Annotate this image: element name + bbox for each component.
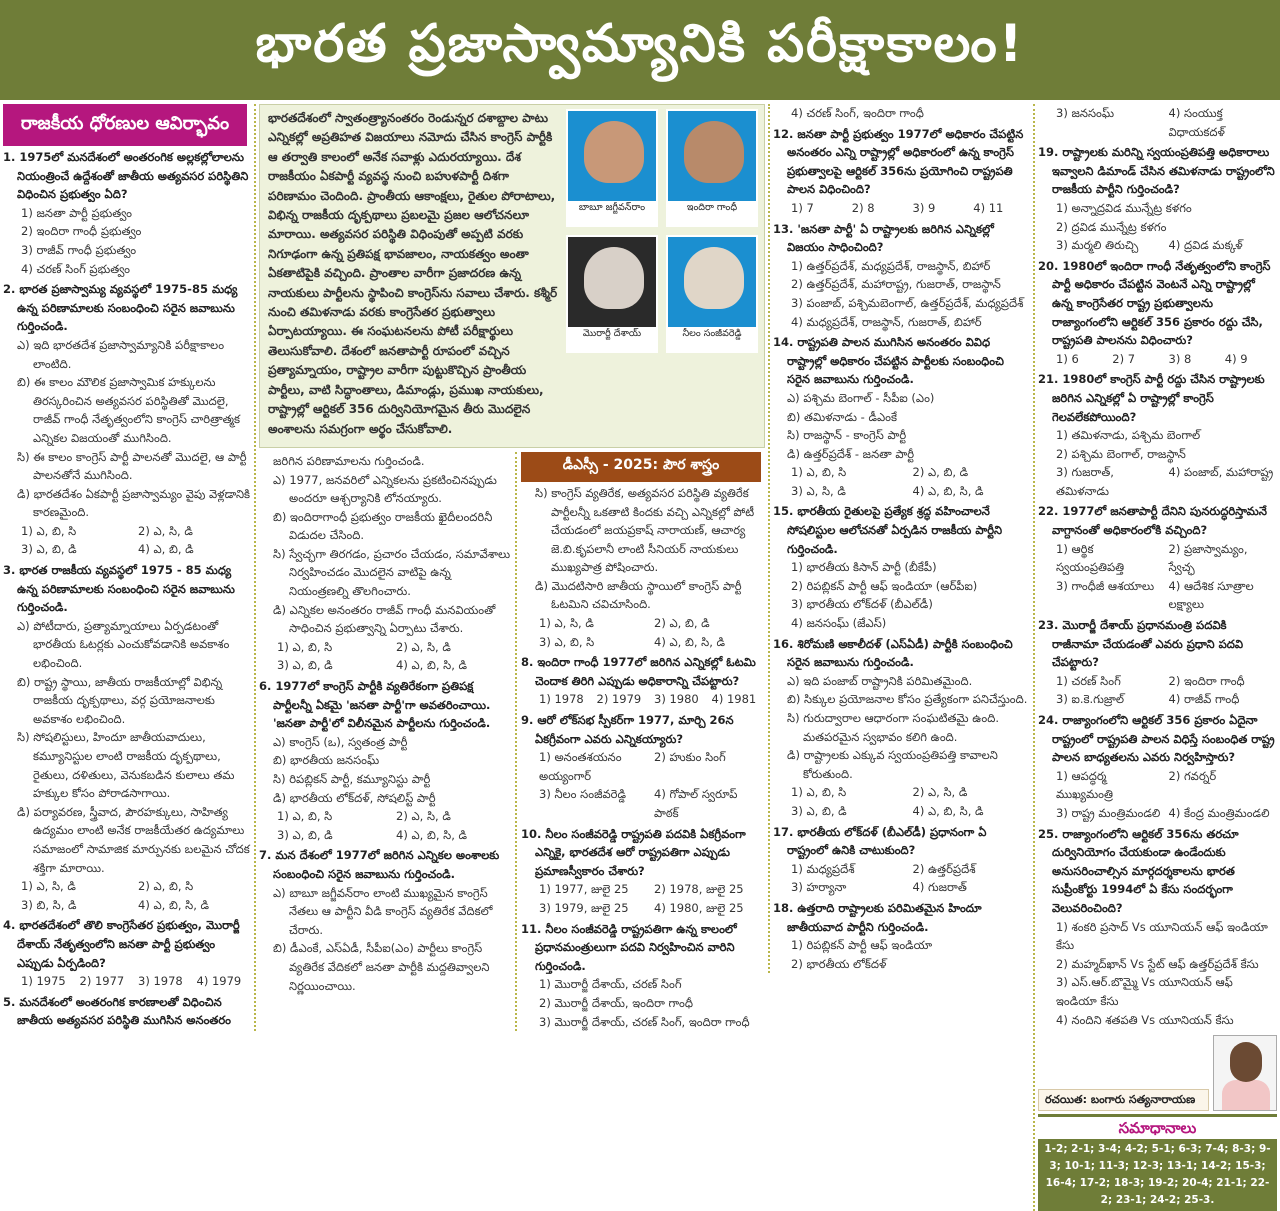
statement-item: సి) సోషలిస్టులు, హిందూ జాతీయవాదులు, కమ్యూనిస్టుల లాంటి రాజకీయ దృక్పథాలు, రైతులు, దళితులు, వెనుకబడిన కులాలు తమ హక్కుల కోసం పోరాడసాగాయి. — [17, 730, 235, 801]
statement-item: సి) స్వేచ్ఛగా తిరగడం, ప్రచారం చేయడం, సమావేశాలు నిర్వహించడం మొదలైన వాటిపై ఉన్న నియంత్రణల్ని తొలగించారు. — [273, 546, 511, 599]
statement-item: బి) డీఎంకే, ఎస్ఏడీ, సీపీఐ(ఎం) పార్టీలు కాంగ్రెస్ వ్యతిరేక వేదికలో జనతా పార్టీకి మద్దతివ్వాలని నిర్ణయించాయి. — [273, 941, 490, 993]
question-text: 21. 1980లో కాంగ్రెస్ పార్టీ రద్దు చేసిన రాష్ట్రాలకు జరిగిన ఎన్నికల్లో ఏ రాష్ట్రాల్లో కాంగ్రెస్ గెలవలేకపోయింది? — [1038, 372, 1265, 424]
answer-option: 4) ఎ, బి, డి — [138, 542, 194, 557]
answer-options — [521, 748, 765, 822]
answer-option: 1) శంకరి ప్రసాద్ Vs యూనియన్ ఆఫ్ ఇండియా కేసు — [1056, 919, 1268, 953]
answer-option: 1) అన్నాద్రవిడ మున్నేట్ర కళగం — [1056, 200, 1192, 215]
statement-item: బి) భారతీయ జనసంఘ్ — [273, 753, 380, 768]
photo-grid — [566, 109, 758, 439]
statement-item: ఎ) 1977, జనవరిలో ఎన్నికలను ప్రకటించినప్పుడు అందరూ ఆశ్చర్యానికి లోనయ్యారు. — [273, 472, 497, 506]
answer-option: 4) ఎ, బి, సి, డి — [654, 634, 726, 649]
statement-item: బి) రాష్ట్ర స్థాయి, జాతీయ రాజకీయాల్లో విభిన్న రాజకీయ దృక్పథాలు, వర్గ ప్రయోజనాలకు అవకాశం లభించింది. — [17, 674, 223, 726]
answer-option: 2) 1978, జులై 25 — [654, 882, 744, 897]
answer-option: 4) నందిని శతపతి Vs యూనియన్ కేసు — [1056, 1012, 1234, 1027]
column-3 — [521, 484, 765, 1031]
statement-item: బి) ఈ కాలం మౌలిక ప్రజాస్వామిక హక్కులను తిరస్కరించిన అత్యవసర పరిస్థితితో మొదలై, రాజీవ్ గాంధీ నేతృత్వంలోని కాంగ్రెస్ చారిత్రాత్మక ఎన్నికల విజయంతో ముగిసింది. — [17, 375, 241, 445]
answer-option: 1) జనతా పార్టీ ప్రభుత్వం — [21, 205, 133, 220]
answer-option: 1) మధ్యప్రదేశ్ — [791, 861, 855, 876]
answer-option: 2) రిపబ్లికన్ పార్టీ ఆఫ్ ఇండియా (ఆర్‌పీఐ) — [791, 578, 978, 593]
answer-option: 2) భారతీయ లోక్‌దళ్ — [791, 956, 887, 971]
statement-item: సి) కాంగ్రెస్ వ్యతిరేక, అత్యవసర పరిస్థితి వ్యతిరేక పార్టీలన్నీ ఒకతాటి కిందకు వచ్చి ఎన్నికల్లో పోటీ చేయడంలో జయప్రకాష్ నారాయణ్, ఆచార్య జె.బి.కృపలానీ లాంటి సీనియర్ నాయకులు ముఖ్యపాత్ర పోషించారు. — [535, 485, 755, 575]
answer-option: 1) ఆర్థిక స్వయంప్రతిపత్తి — [1056, 541, 1125, 575]
answer-option: 2) ప్రజాస్వామ్యం, స్వేచ్ఛ — [1168, 541, 1248, 575]
answer-option: 2) ఇందిరా గాంధీ ప్రభుత్వం — [21, 224, 142, 239]
question-text: 6. 1977లో కాంగ్రెస్ పార్టీకి వ్యతిరేకంగా ప్రతిపక్ష పార్టీలన్నీ ఏకమై 'జనతా పార్టీ'గా అవతరించాయి. 'జనతా పార్టీ'లో విలీనమైన పార్టీలను గుర్తించండి. — [259, 679, 491, 731]
answer-options — [1038, 767, 1277, 823]
answer-option: 2) మొరార్జీ దేశాయ్, ఇందిరా గాంధీ — [539, 995, 693, 1010]
statement-item: ఎ) బాబూ జగ్జీవన్‌రాం లాంటి ముఖ్యమైన కాంగ్రెస్ నేతలు ఆ పార్టీని వీడి కాంగ్రెస్ వ్యతిరేక వేదికలో చేరారు. — [273, 885, 493, 937]
answer-option: 2) 7 — [1112, 351, 1136, 366]
answer-option: 4) గుజరాత్ — [912, 880, 967, 895]
answer-option: 4) కేంద్ర మంత్రిమండలి — [1168, 805, 1270, 820]
question-text: 7. మన దేశంలో 1977లో జరిగిన ఎన్నికల అంశాలకు సంబంధించి సరైన జవాబును గుర్తించండి. — [259, 848, 500, 881]
answer-option: 4) 11 — [973, 200, 1004, 215]
statement-item: డి) ఎన్నికల అనంతరం రాజీవ్ గాంధీ మనవియంతో సాధించిన ప్రభుత్వాన్ని ఏర్పాటు చేశారు. — [273, 602, 496, 636]
answer-option: 1) 1978 — [539, 692, 584, 707]
page-headline: భారత ప్రజాస్వామ్యానికి పరీక్షాకాలం! — [0, 0, 1280, 100]
column-5-wrap — [1033, 104, 1280, 1211]
answer-option: 4) చరణ్ సింగ్ ప్రభుత్వం — [21, 261, 130, 276]
question-text: 8. ఇందిరా గాంధీ 1977లో జరిగిన ఎన్నికల్లో ఓటమి చెందాక తిరిగి ఎప్పుడు అధికారాన్ని చేపట్టారు? — [521, 655, 756, 688]
answer-option: 1) ఆపద్ధర్మ ముఖ్యమంత్రి — [1056, 768, 1113, 802]
answer-options — [773, 463, 1030, 500]
answer-option: 3) భారతీయ లోక్‌దళ్ (బీఎల్‌డీ) — [791, 597, 933, 612]
author-row — [1038, 1035, 1277, 1111]
column-4-wrap — [768, 104, 1033, 973]
answer-options — [773, 558, 1030, 632]
answer-option: 1) 1977, జులై 25 — [539, 882, 629, 897]
answer-option: 2) ఎ, సి, డి — [396, 809, 451, 824]
answer-option: 3) మర్మలి తిరుచ్చి — [1056, 238, 1139, 253]
intro-text: భారతదేశంలో స్వాతంత్ర్యానంతరం రెండున్నర దశాబ్దాల పాటు ఎన్నికల్లో అప్రతిహత విజయాలు నమోదు చేసిన కాంగ్రెస్ పార్టీకి ఆ తర్వాతి కాలంలో అనేక సవాళ్లు ఎదురయ్యాయి. దేశ రాజకీయం ఏకపార్టీ వ్యవస్థ నుంచి బహుళపార్టీ దిశగా పరిణామం చెందింది. ప్రాంతీయ ఆకాంక్షలు, రైతుల పోరాటాలు, విభిన్న రాజకీయ దృక్పథాలు ప్రబలమై ప్రజల ఆలోచనలూ మారాయి. అత్యవసర పరిస్థితి విధింపుతో అప్పటి వరకు నిగూఢంగా ఉన్న ప్రతిపక్ష భావజాలం, నాయకత్వం అంతా ఏకతాటిపైకి వచ్చింది. ప్రాంతాల వారీగా ప్రజాదరణ ఉన్న నాయకులు పార్టీలను స్థాపించి కాంగ్రెస్‌ను సవాలు చేశారు. కశ్మీర్ నుంచి తమిళనాడు వరకు కాంగ్రెసేతర ప్రభుత్వాలు ఏర్పాటయ్యాయి. ఈ సంఘటనలను పోటీ పరీక్షార్థులు తెలుసుకోవాలి. దేశంలో జనతాపార్టీ రూపంలో వచ్చిన ప్రత్యామ్నాయం, రాష్ట్రాల వారీగా పుట్టుకొచ్చిన ప్రాంతీయ పార్టీలు, వాటి సిద్ధాంతాలు, డిమాండ్లు, ప్రముఖ నాయకులు, రాష్ట్రాల్లో ఆర్టికల్ 356 దుర్వినియోగమైన తీరు మొదలైన అంశాలను సమగ్రంగా అర్థం చేసుకోవాలి. — [268, 111, 558, 436]
answer-option: 4) ఎ, బి, సి, డి — [912, 803, 984, 818]
answer-options — [773, 860, 1030, 897]
photo-neelam-sanjeeva-reddy — [666, 235, 758, 353]
statement-item: డి) భారతీయ లోక్‌దళ్, సోషలిస్ట్ పార్టీ — [273, 790, 436, 805]
answer-option: 1) ఎ, బి, సి — [21, 523, 77, 538]
answer-option: 4) పంజాబ్, మహారాష్ట్ర — [1168, 465, 1274, 480]
answer-option: 1) ఎ, సి, డి — [539, 616, 594, 631]
statement-item: బి) తమిళనాడు - డీఎంకే — [787, 409, 897, 424]
answer-option: 2) 1979 — [596, 692, 642, 707]
answer-options — [1038, 104, 1277, 141]
answer-option: 1) 7 — [791, 200, 814, 215]
answers-key: 1-2; 2-1; 3-4; 4-2; 5-1; 6-3; 7-4; 8-3; 9-3; 10-1; 11-3; 12-3; 13-1; 14-2; 15-3; 16-4; 17-2; 18-3; 19-2; 20-4; 21-1; 22-2; 23-1; 24-2; 25-3. — [1038, 1139, 1277, 1211]
answer-option: 2) ఎ, బి, డి — [654, 616, 710, 631]
photo-caption: బాబూ జగ్జీవన్‌రాం — [568, 201, 656, 225]
statement-item: సి) రాజస్థాన్ - కాంగ్రెస్ పార్టీ — [787, 428, 907, 443]
answer-option: 2) ఎ, బి, డి — [912, 465, 969, 480]
statement-item: ఎ) ఇది భారతదేశ ప్రజాస్వామ్యానికి పరీక్షాకాలం లాంటిది. — [17, 337, 225, 371]
answer-option: 4) సంయుక్త విధాయకదళ్ — [1168, 106, 1225, 139]
answer-option: 2) హుకుం సింగ్ — [654, 750, 726, 765]
author-credit: రచయిత: బంగారు సత్యనారాయణ — [1038, 1089, 1209, 1111]
answer-option: 2) ఎ, సి, డి — [912, 785, 968, 800]
answer-option: 1) ఉత్తర్‌ప్రదేశ్, మధ్యప్రదేశ్, రాజస్థాన్, బిహార్ — [791, 258, 991, 273]
answer-options — [259, 807, 511, 844]
answer-options — [3, 204, 251, 278]
statement-item: డి) పర్యావరణ, స్త్రీవాద, పౌరహక్కులు, సాహిత్య ఉద్యమం లాంటి అనేక రాజకీయేతర ఉద్యమాలు సమాజంలో సామాజిక మార్పునకు బలమైన చోదక శక్తిగా మారాయి. — [17, 804, 250, 875]
answer-option: 4) 1979 — [196, 974, 242, 989]
answer-option: 4) ఎ, బి, సి, డి — [912, 483, 984, 498]
answer-option: 3) బి, సి, డి — [21, 897, 77, 912]
answer-option: 2) మహ్మద్‌ఖాన్ Vs స్టేట్ ఆఫ్ ఉత్తర్‌ప్రదేశ్ కేసు — [1056, 956, 1259, 971]
answer-options — [521, 690, 765, 709]
answer-options — [1038, 672, 1277, 709]
answer-option: 3) రాజీవ్ గాంధీ ప్రభుత్వం — [21, 242, 137, 257]
answer-option: 3) ఎ, బి, డి — [277, 827, 333, 842]
question-text: 5. మనదేశంలో అంతరంగిక కారణాలతో విధించిన జాతీయ అత్యవసర పరిస్థితి ముగిసిన అనంతరం — [3, 994, 232, 1028]
answer-option: 1) ఎ, సి, డి — [21, 879, 76, 894]
answer-options — [773, 257, 1030, 331]
question-text: 12. జనతా పార్టీ ప్రభుత్వం 1977లో అధికారం చేపట్టిన అనంతరం ఎన్ని రాష్ట్రాల్లో అధికారంలో ఉన్న కాంగ్రెస్ ప్రభుత్వాలపై ఆర్టికల్ 356ను ప్రయోగించి రాష్ట్రపతి పాలన విధించింది? — [773, 126, 1024, 197]
answer-options — [773, 783, 1030, 820]
answer-option: 2) ఉత్తర్‌ప్రదేశ్, మహారాష్ట్ర, గుజరాత్, రాజస్థాన్ — [791, 277, 1001, 292]
question-text: 10. నీలం సంజీవరెడ్డి రాష్ట్రపతి పదవికి ఏకగ్రీవంగా ఎన్నికై, భారతదేశ ఆరో రాష్ట్రపతిగా ఎప్పుడు ప్రమాణస్వీకారం చేశారు? — [521, 826, 746, 878]
question-text: 9. ఆరో లోక్‌సభ స్పీకర్‌గా 1977, మార్చి 26న ఏకగ్రీవంగా ఎవరు ఎన్నికయ్యారు? — [521, 713, 734, 746]
statement-item: జరిగిన పరిణామాలను గుర్తించండి. — [273, 453, 425, 468]
column-1 — [3, 148, 251, 1030]
answer-option: 4) మధ్యప్రదేశ్, రాజస్థాన్, గుజరాత్, బిహార్ — [791, 314, 982, 329]
answer-option: 2) ఎ, సి, డి — [138, 523, 193, 538]
answer-option: 2) 1977 — [79, 974, 125, 989]
photo-caption: ఇందిరా గాంధీ — [668, 201, 756, 225]
answer-option: 3) మొరార్జీ దేశాయ్, చరణ్ సింగ్, ఇందిరా గాంధీ — [539, 1014, 750, 1029]
answer-options — [521, 975, 765, 1031]
answer-option: 2) ఎ, బి, సి — [138, 879, 194, 894]
answer-options — [1038, 350, 1277, 369]
statement-item: డి) ఉత్తర్‌ప్రదేశ్ - జనతా పార్టీ — [787, 446, 915, 461]
answer-option: 1) తమిళనాడు, పశ్చిమ బెంగాల్ — [1056, 428, 1201, 443]
question-text: 3. భారత రాజకీయ వ్యవస్థలో 1975 - 85 మధ్య ఉన్న పరిణామాలకు సంబంధించి సరైన జవాబును గుర్తించండి. — [3, 563, 235, 615]
question-text: 23. మొరార్జీ దేశాయ్ ప్రధానమంత్రి పదవికి రాజీనామా చేయడంతో ఎవరు ప్రధాని పదవి చేపట్టారు? — [1038, 618, 1244, 670]
answer-option: 3) జనసంఘ్ — [1056, 106, 1115, 120]
answer-option: 4) జనసంఘ్ (జేఎస్) — [791, 616, 887, 631]
answer-option: 2) ఉత్తర్‌ప్రదేశ్ — [912, 861, 976, 876]
statement-item: డి) రాష్ట్రాలకు ఎక్కువ స్వయంప్రతిపత్తి కావాలని కోరుతుంది. — [787, 748, 998, 781]
photo-jagjivan-ram — [566, 109, 658, 227]
statement-item: ఎ) పశ్చిమ బెంగాల్ - సీపీఐ (ఎం) — [787, 390, 935, 405]
answer-option: 1) భారతీయ కిసాన్ పార్టీ (బీకేపీ) — [791, 560, 937, 575]
answer-options — [773, 936, 1030, 973]
answer-option: 3) గుజరాత్, తమిళనాడు — [1056, 465, 1114, 498]
answer-option: 3) 1978 — [138, 974, 183, 989]
question-text: 13. 'జనతా పార్టీ' ఏ రాష్ట్రాలకు జరిగిన ఎన్నికల్లో విజయం సాధించింది? — [773, 221, 994, 255]
answer-options — [773, 199, 1030, 218]
question-text: 2. భారత ప్రజాస్వామ్య వ్యవస్థలో 1975-85 మధ్య ఉన్న పరిణామాలకు సంబంధించి సరైన జవాబును గుర్తించండి. — [3, 282, 238, 334]
answer-options — [1038, 236, 1277, 255]
answer-option: 1) మొరార్జీ దేశాయ్, చరణ్ సింగ్ — [539, 977, 682, 992]
answer-option: 2) గవర్నర్ — [1168, 768, 1217, 783]
statement-item: ఎ) కాంగ్రెస్ (ఒ), స్వతంత్ర పార్టీ — [273, 734, 408, 749]
statement-item: ఎ) పోటీదారు, ప్రత్యామ్నాయాలు ఏర్పడటంతో భారతీయ ఓటర్లకు ఎంచుకోవడానికి అవకాశం లభించింది. — [17, 618, 230, 671]
question-text: 19. రాష్ట్రాలకు మరిన్ని స్వయంప్రతిపత్తి అధికారాలు ఇవ్వాలని డిమాండ్ చేసిన తమిళనాడు రాష్ట్రంలోని రాజకీయ పార్టీని గుర్తించండి? — [1038, 145, 1275, 197]
answer-option: 4) చరణ్ సింగ్, ఇందిరా గాంధీ — [791, 106, 924, 120]
question-text: 11. నీలం సంజీవరెడ్డి రాష్ట్రపతిగా ఉన్న కాలంలో ప్రధానమంత్రులుగా పదవి నిర్వహించిన వారిని గుర్తించండి. — [521, 921, 737, 973]
answer-options — [3, 522, 251, 559]
answer-option: 3) ఎ, బి, డి — [791, 803, 847, 818]
answer-option: 2) ఎ, సి, డి — [396, 639, 451, 654]
answer-option: 1) రిపబ్లికన్ పార్టీ ఆఫ్ ఇండియా — [791, 938, 933, 953]
answer-option: 4) 1981 — [711, 692, 757, 707]
answer-option: 3) ఎస్.ఆర్.బొమ్మై Vs యూనియన్ ఆఫ్ ఇండియా కేసు — [1056, 975, 1233, 1008]
answer-options — [521, 614, 765, 651]
answer-option: 2) పశ్చిమ బెంగాల్, రాజస్థాన్ — [1056, 446, 1186, 461]
answer-option: 1) చరణ్ సింగ్ — [1056, 673, 1121, 688]
answer-option: 3) 1980 — [654, 692, 699, 707]
statement-item: ఎ) ఇది పంజాబ్ రాష్ట్రానికి పరిమితమైంది. — [787, 673, 973, 688]
question-text: 1. 1975లో మనదేశంలో అంతరంగిక అల్లకల్లోలాలను నియంత్రించే ఉద్దేశంతో జాతీయ అత్యవసర పరిస్థితిని విధించిన ప్రభుత్వం ఏది? — [3, 150, 249, 202]
question-text: 4. భారతదేశంలో తొలి కాంగ్రెసేతర ప్రభుత్వం, మొరార్జీ దేశాయ్ నేతృత్వంలోని జనతా పార్టీ ప్రభుత్వం ఎప్పుడు ఏర్పడింది? — [3, 918, 240, 970]
answer-option: 1) ఎ, బి, సి — [277, 639, 333, 654]
answer-option: 3) ఐ.కె.గుజ్రాల్ — [1056, 692, 1124, 707]
answer-option: 4) ఆదేశిక సూత్రాల లక్ష్యాలు — [1168, 578, 1254, 612]
photo-caption: మొరార్జీ దేశాయ్ — [568, 327, 656, 351]
answer-option: 3) 1979, జులై 25 — [539, 900, 629, 915]
answer-option: 3) రాష్ట్ర మంత్రిమండలి — [1056, 805, 1161, 820]
statement-item: సి) ఈ కాలం కాంగ్రెస్ పార్టీ పాలనతో మొదలై, ఆ పార్టీ పాలనతోనే ముగిసింది. — [17, 449, 247, 483]
answer-option: 1) ఎ, బి, సి — [791, 465, 847, 480]
answer-option: 3) ఎ, బి, డి — [21, 542, 77, 557]
question-text: 22. 1977లో జనతాపార్టీ దేనిని పునరుద్ధరిస్తామనే వాగ్దానంతో అధికారంలోకి వచ్చింది? — [1038, 504, 1267, 538]
answer-options — [1038, 426, 1277, 463]
answer-option: 3) గాంధీజీ ఆశయాలు — [1056, 578, 1155, 593]
answer-option: 3) నీలం సంజీవరెడ్డి — [539, 787, 626, 802]
column-2 — [259, 452, 511, 995]
answer-option: 1) ఎ, బి, సి — [791, 785, 847, 800]
question-text: 17. భారతీయ లోక్‌దళ్ (బీఎల్‌డీ) ప్రధానంగా ఏ రాష్ట్రంలో ఉనికి చాటుకుంది? — [773, 824, 987, 858]
center-wrap — [254, 104, 768, 1031]
answer-option: 3) ఎ, బి, డి — [277, 658, 333, 673]
answer-option: 3) ఎ, సి, డి — [791, 483, 846, 498]
question-text: 16. శిరోమణి అకాలీదళ్ (ఎస్ఏడీ) పార్టీకి సంబంధించి సరైన జవాబును గుర్తించండి. — [773, 636, 1013, 670]
center-columns — [259, 452, 765, 1031]
answer-option: 1) 6 — [1056, 351, 1079, 366]
answer-option: 3) ఎ, బి, సి — [539, 634, 595, 649]
column-4 — [773, 104, 1030, 973]
statement-item: సి) రిపబ్లికన్ పార్టీ, కమ్యూనిస్టు పార్టీ — [273, 772, 431, 786]
column-2-wrap — [259, 452, 515, 995]
answer-options — [1038, 199, 1277, 236]
photo-indira-gandhi — [666, 109, 758, 227]
answer-option: 2) 8 — [851, 200, 875, 215]
answer-options — [3, 972, 251, 991]
column-3-wrap — [515, 452, 765, 1031]
photo-caption: నీలం సంజీవరెడ్డి — [668, 327, 756, 351]
answer-options — [259, 638, 511, 675]
answer-option: 3) హర్యానా — [791, 880, 847, 895]
statement-item: డి) మొదటిసారి జాతీయ స్థాయిలో కాంగ్రెస్ పార్టీ ఓటమిని చవిచూసింది. — [535, 578, 742, 612]
question-text: 15. భారతీయ రైతులపై ప్రత్యేక శ్రద్ధ వహించాలనే సోషలిస్టుల ఆలోచనతో ఏర్పడిన రాజకీయ పార్టీని గుర్తించండి. — [773, 504, 1003, 556]
answer-option: 3) 9 — [912, 200, 936, 215]
dsc-heading: డీఎస్సీ - 2025: పౌర శాస్త్రం — [521, 452, 761, 482]
answer-option: 1) ఎ, బి, సి — [277, 809, 333, 824]
statement-item: బి) సిక్కుల ప్రయోజనాల కోసం ప్రత్యేకంగా పనిచేస్తుంది. — [787, 692, 1028, 707]
page-body — [0, 100, 1280, 1211]
column-5 — [1038, 104, 1277, 1029]
question-text: 20. 1980లో ఇందిరా గాంధీ నేతృత్వంలోని కాంగ్రెస్ పార్టీ అధికారం చేపట్టిన వెంటనే ఎన్ని రాష్ట్రాల్లో ఉన్న కాంగ్రెసేతర రాష్ట్ర ప్రభుత్వాలను రాజ్యాంగంలోని ఆర్టికల్ 356 ప్రకారం రద్దు చేసి, రాష్ట్రపతి పాలనను విధించారు? — [1038, 258, 1271, 348]
question-text: 14. రాష్ట్రపతి పాలన ముగిసిన అనంతరం వివిధ రాష్ట్రాల్లో అధికారం చేపట్టిన పార్టీలకు సంబంధించి సరైన జవాబును గుర్తించండి. — [773, 335, 1004, 387]
answer-option: 4) రాజీవ్ గాంధీ — [1168, 692, 1240, 707]
answer-option: 4) గోపాల్ స్వరూప్ పాఠక్ — [654, 787, 738, 820]
question-text: 24. రాజ్యాంగంలోని ఆర్టికల్ 356 ప్రకారం ఏదైనా రాష్ట్రంలో రాష్ట్రపతి పాలన విధిస్తే సంబంధిత రాష్ట్ర పాలన బాధ్యతలను ఎవరు నిర్వహిస్తారు? — [1038, 713, 1275, 765]
answer-options — [773, 104, 1030, 123]
answer-option: 4) ఎ, బి, సి, డి — [396, 827, 468, 842]
answer-option: 2) ద్రవిడ మున్నేట్ర కళగం — [1056, 219, 1167, 234]
answer-option: 4) ఎ, బి, సి, డి — [138, 897, 210, 912]
answer-option: 4) ఎ, బి, సి, డి — [396, 658, 468, 673]
intro-box — [259, 104, 765, 448]
answer-options — [3, 877, 251, 914]
section-heading: రాజకీయ ధోరణుల ఆవిర్భావం — [3, 104, 247, 146]
author-photo — [1213, 1035, 1277, 1111]
statement-item: డి) భారతదేశం ఏకపార్టీ ప్రజాస్వామ్యం వైపు వెళ్లడానికి కారణమైంది. — [17, 486, 251, 520]
statement-item: సి) గురుద్వారాల ఆధారంగా సంఘటితమై ఉంది. మతపరమైన స్వభావం కలిగి ఉంది. — [787, 711, 1000, 744]
answer-options — [521, 880, 765, 917]
statement-item: బి) ఇందిరాగాంధీ ప్రభుత్వం రాజకీయ ఖైదీలందరినీ విడుదల చేసింది. — [273, 509, 493, 543]
question-text: 18. ఉత్తరాది రాష్ట్రాలకు పరిమితమైన హిందూ జాతీయవాద పార్టీని గుర్తించండి. — [773, 900, 982, 934]
answer-option: 4) ద్రవిడ మక్కళ్ — [1168, 238, 1243, 253]
answer-options — [1038, 918, 1277, 1030]
answers-heading: సమాధానాలు — [1038, 1114, 1277, 1139]
answer-option: 1) అనంతశయనం అయ్యంగార్ — [539, 750, 622, 783]
photo-morarji-desai — [566, 235, 658, 353]
answer-option: 3) 8 — [1168, 351, 1192, 366]
answer-option: 4) 1980, జులై 25 — [654, 900, 744, 915]
answer-options — [1038, 463, 1277, 500]
question-text: 25. రాజ్యాంగంలోని ఆర్టికల్ 356ను తరచూ దుర్వినియోగం చేయకుండా ఉండేందుకు అనుసరించాల్సిన మార్గదర్శకాలను భారత సుప్రీంకోర్టు 1994లో ఏ కేసు సందర్భంగా వెలువరించింది? — [1038, 826, 1239, 915]
answer-option: 3) పంజాబ్, పశ్చిమబెంగాల్, ఉత్తర్‌ప్రదేశ్, మధ్యప్రదేశ్ — [791, 295, 1024, 310]
column-1-wrap — [0, 104, 254, 1030]
answer-options — [1038, 540, 1277, 614]
answer-option: 2) ఇందిరా గాంధీ — [1168, 673, 1245, 688]
answer-option: 1) 1975 — [21, 974, 66, 989]
answer-option: 4) 9 — [1224, 351, 1248, 366]
